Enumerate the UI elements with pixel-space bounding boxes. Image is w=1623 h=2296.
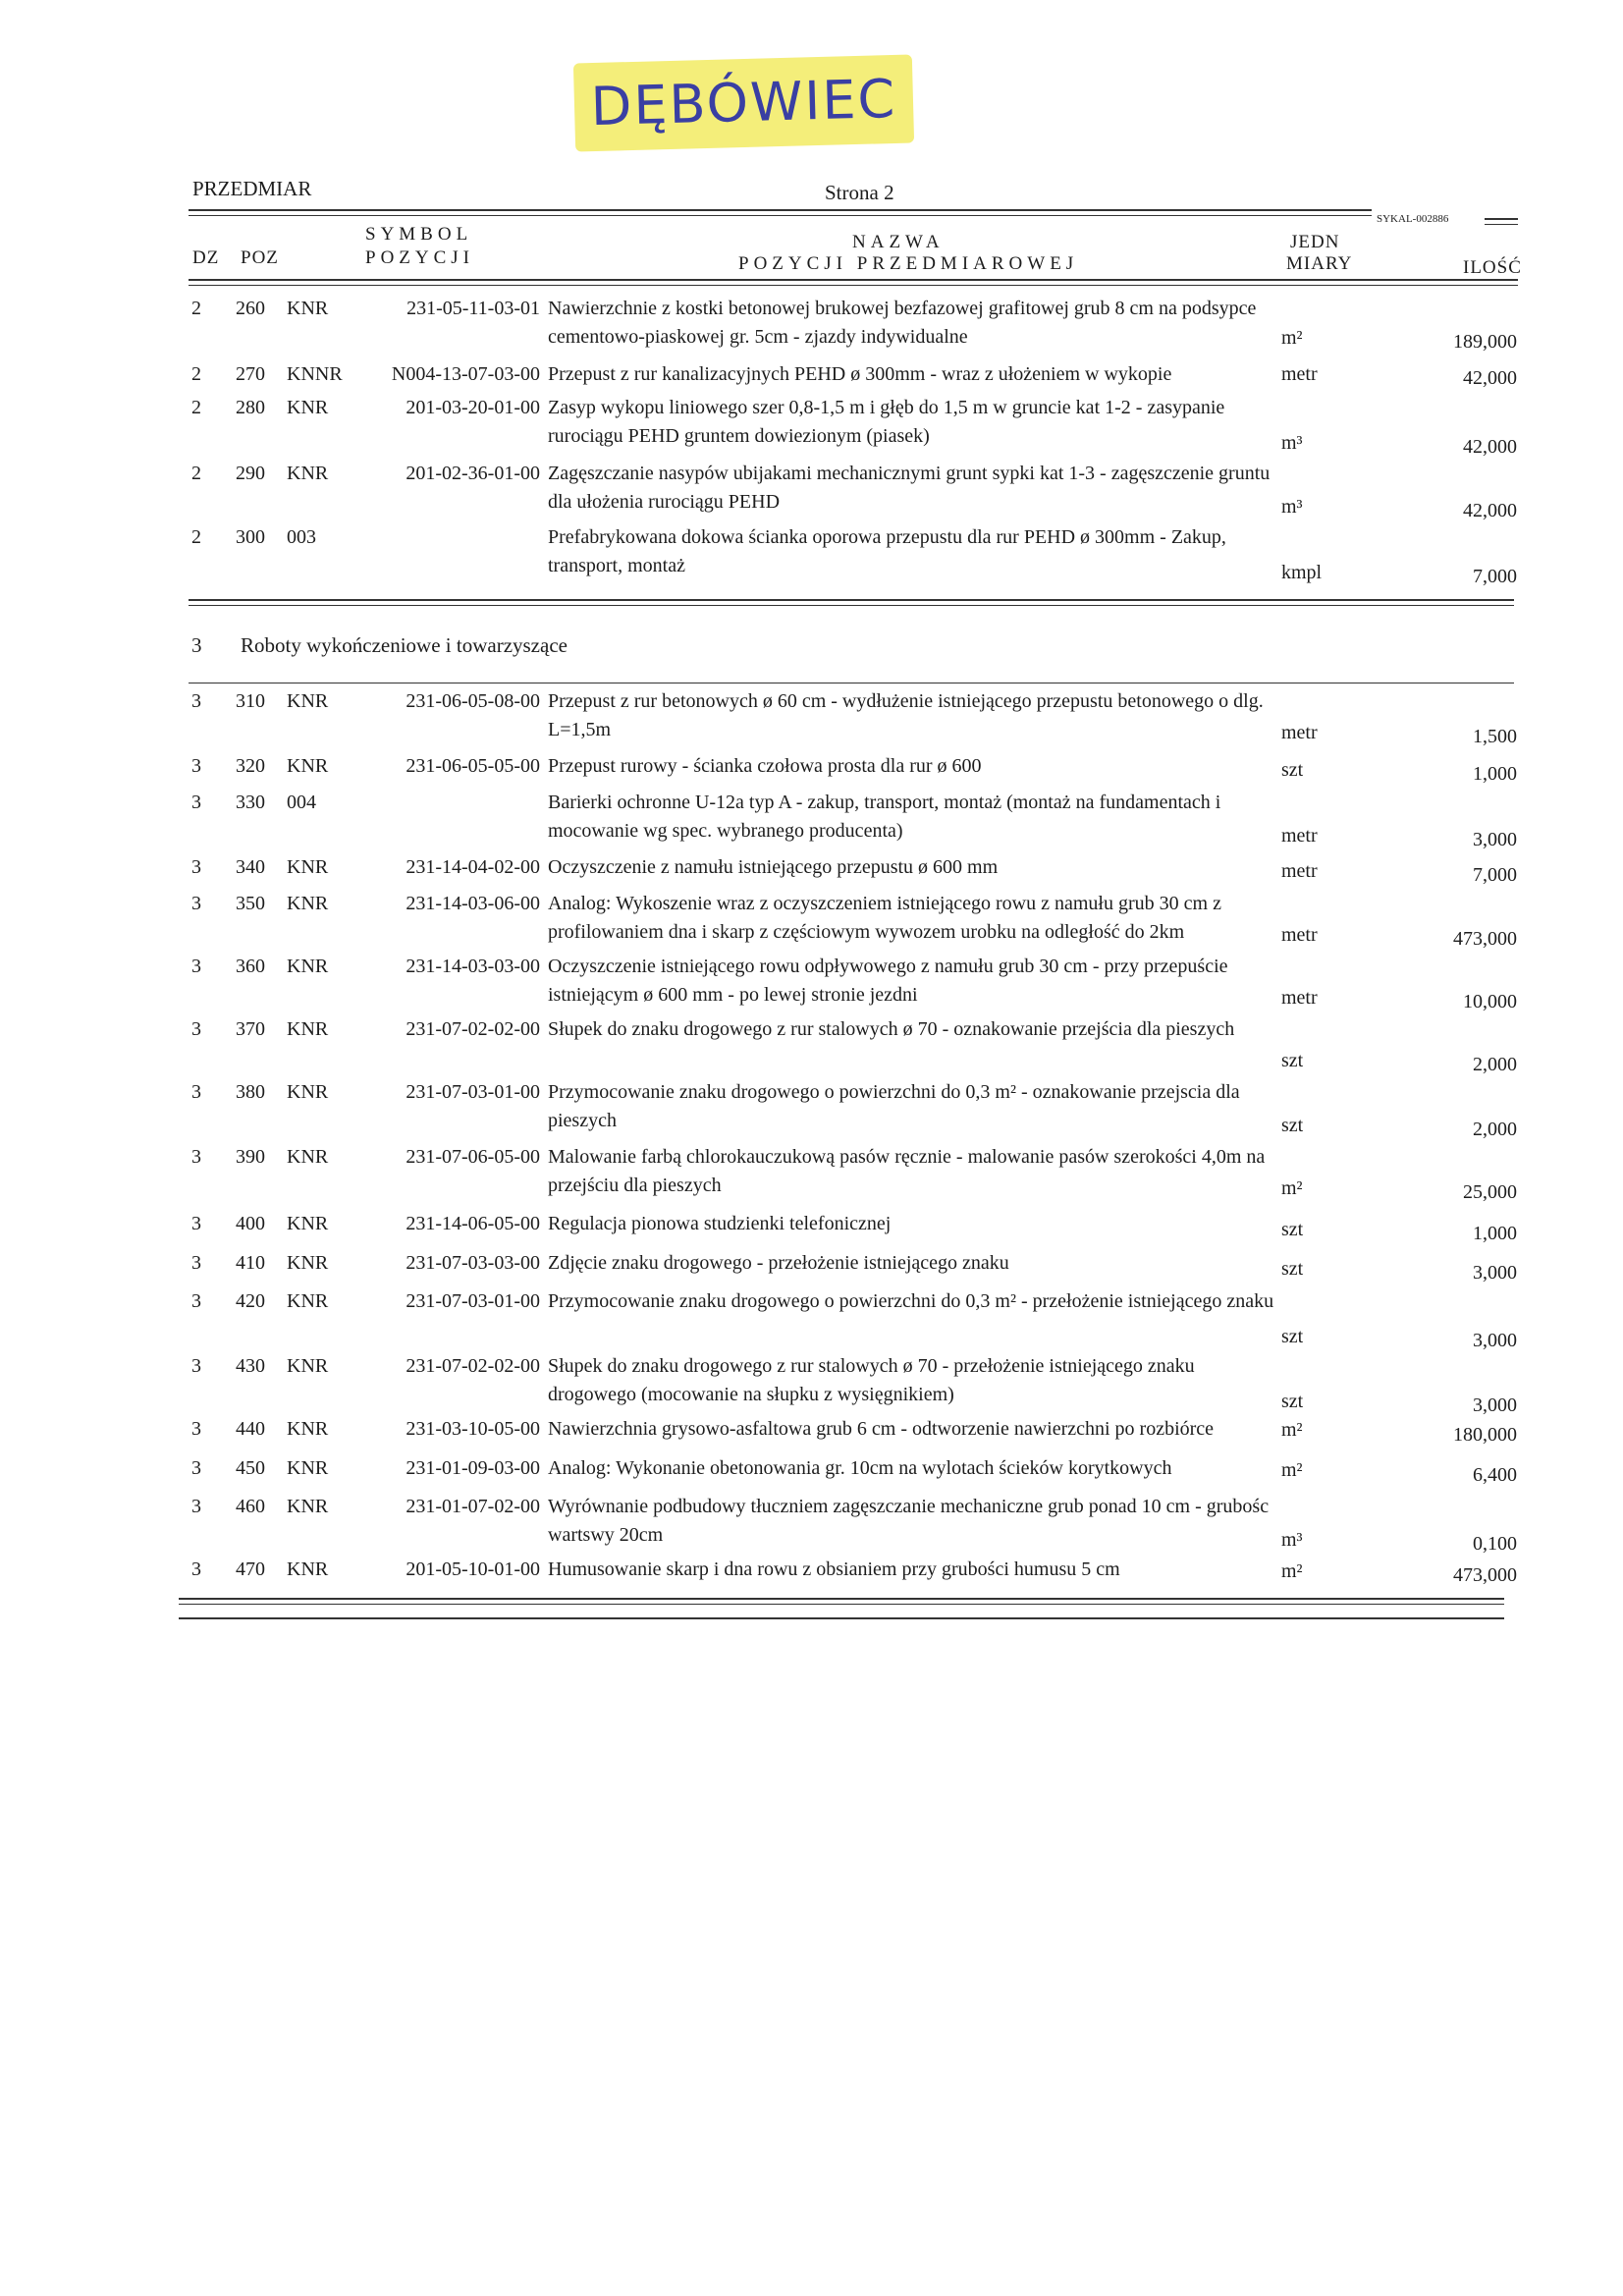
cell-unit: m²	[1281, 327, 1303, 349]
cell-dz: 3	[191, 893, 201, 914]
cell-catalog: KNR	[287, 1290, 329, 1312]
cell-unit: m²	[1281, 1459, 1303, 1481]
cell-dz: 3	[191, 1081, 201, 1103]
cell-symbol: 231-06-05-08-00	[406, 690, 540, 712]
cell-description: Przepust rurowy - ścianka czołowa prosta dla rur ø 600	[548, 755, 982, 777]
cell-quantity: 3,000	[1473, 829, 1517, 850]
cell-dz: 3	[191, 1457, 201, 1479]
cell-catalog: KNR	[287, 463, 329, 484]
header-rule-top	[189, 209, 1372, 211]
cell-catalog: KNR	[287, 397, 329, 418]
cell-symbol: 201-03-20-01-00	[406, 397, 540, 418]
cell-quantity: 2,000	[1473, 1119, 1517, 1140]
cell-symbol: 231-01-07-02-00	[406, 1496, 540, 1517]
cell-symbol: 231-14-04-02-00	[406, 856, 540, 878]
header-rule-bottom-2	[189, 285, 1518, 286]
cell-quantity: 10,000	[1463, 991, 1517, 1012]
section-rule	[189, 599, 1514, 601]
cell-quantity: 3,000	[1473, 1262, 1517, 1284]
cell-dz: 3	[191, 956, 201, 977]
column-header-dz: DZ	[192, 247, 220, 268]
document-title: PRZEDMIAR	[192, 177, 312, 200]
column-header-nazwa: NAZWA	[852, 232, 945, 252]
cell-unit: m³	[1281, 1529, 1303, 1551]
cell-dz: 3	[191, 755, 201, 777]
cell-poz: 400	[236, 1213, 265, 1234]
cell-catalog: KNR	[287, 1418, 329, 1440]
section-rule-2	[189, 605, 1514, 606]
cell-dz: 3	[191, 1252, 201, 1274]
cell-catalog: KNR	[287, 1252, 329, 1274]
cell-dz: 2	[191, 298, 201, 319]
cell-poz: 430	[236, 1355, 265, 1377]
cell-description: Regulacja pionowa studzienki telefonicznej	[548, 1213, 892, 1234]
cell-catalog: KNR	[287, 956, 329, 977]
cell-quantity: 25,000	[1463, 1181, 1517, 1203]
cell-catalog: KNR	[287, 1146, 329, 1168]
cell-symbol: 231-07-02-02-00	[406, 1355, 540, 1377]
column-header-poz: POZ	[241, 247, 279, 268]
cell-quantity: 42,000	[1463, 436, 1517, 458]
cell-unit: metr	[1281, 924, 1318, 946]
cell-quantity: 473,000	[1453, 1564, 1517, 1586]
cell-description: Słupek do znaku drogowego z rur stalowych ø 70 - przełożenie istniejącego znaku drogowego (mocowanie na słupku z wysięgnikiem)	[548, 1355, 1195, 1405]
cell-description: Zasyp wykopu liniowego szer 0,8-1,5 m i głęb do 1,5 m w gruncie kat 1-2 - zasypanie rurociągu PEHD gruntem dowiezionym (piasek)	[548, 397, 1225, 447]
cell-quantity: 1,000	[1473, 763, 1517, 785]
table-rule-bottom	[179, 1598, 1504, 1600]
header-rule-top-2	[189, 215, 1372, 216]
cell-catalog: KNR	[287, 893, 329, 914]
cell-symbol: 231-05-11-03-01	[406, 298, 540, 319]
cell-quantity: 42,000	[1463, 367, 1517, 389]
cell-quantity: 42,000	[1463, 500, 1517, 521]
cell-catalog: KNNR	[287, 363, 343, 385]
cell-unit: m²	[1281, 1560, 1303, 1582]
cell-catalog: KNR	[287, 1081, 329, 1103]
cell-quantity: 2,000	[1473, 1054, 1517, 1075]
cell-quantity: 3,000	[1473, 1330, 1517, 1351]
cell-symbol: 231-14-03-06-00	[406, 893, 540, 914]
cell-quantity: 3,000	[1473, 1394, 1517, 1416]
cell-description: Analog: Wykonanie obetonowania gr. 10cm na wylotach ścieków korytkowych	[548, 1457, 1172, 1479]
cell-quantity: 7,000	[1473, 864, 1517, 886]
document-code: SYKAL-002886	[1377, 213, 1449, 225]
cell-dz: 3	[191, 856, 201, 878]
cell-unit: kmpl	[1281, 562, 1323, 583]
table-rule-bottom-2	[179, 1604, 1504, 1605]
cell-description: Analog: Wykoszenie wraz z oczyszczeniem istniejącego rowu z namułu grub 30 cm z profilowaniem dna i skarp z częściowym wywozem urobku na odległość do 2km	[548, 893, 1221, 943]
cell-quantity: 0,100	[1473, 1533, 1517, 1555]
cell-description: Zdjęcie znaku drogowego - przełożenie istniejącego znaku	[548, 1252, 1009, 1274]
cell-catalog: KNR	[287, 298, 329, 319]
cell-poz: 420	[236, 1290, 265, 1312]
cell-symbol: N004-13-07-03-00	[391, 363, 540, 385]
cell-catalog: KNR	[287, 1355, 329, 1377]
cell-unit: metr	[1281, 987, 1318, 1009]
cell-dz: 2	[191, 397, 201, 418]
cell-description: Przepust z rur betonowych ø 60 cm - wydłużenie istniejącego przepustu betonowego o dlg. L=1,5m	[548, 690, 1264, 740]
cell-dz: 3	[191, 1355, 201, 1377]
cell-dz: 3	[191, 1146, 201, 1168]
cell-poz: 370	[236, 1018, 265, 1040]
cell-quantity: 1,500	[1473, 726, 1517, 747]
cell-quantity: 1,000	[1473, 1223, 1517, 1244]
cell-unit: szt	[1281, 1219, 1304, 1240]
cell-poz: 380	[236, 1081, 265, 1103]
cell-symbol: 231-06-05-05-00	[406, 755, 540, 777]
cell-description: Barierki ochronne U-12a typ A - zakup, transport, montaż (montaż na fundamentach i mocowanie wg spec. wybranego producenta)	[548, 792, 1221, 842]
cell-unit: metr	[1281, 722, 1318, 743]
cell-dz: 3	[191, 1290, 201, 1312]
cell-unit: szt	[1281, 1050, 1304, 1071]
cell-dz: 3	[191, 1213, 201, 1234]
cell-poz: 270	[236, 363, 265, 385]
cell-poz: 360	[236, 956, 265, 977]
cell-poz: 280	[236, 397, 265, 418]
cell-symbol: 231-07-02-02-00	[406, 1018, 540, 1040]
cell-poz: 350	[236, 893, 265, 914]
cell-description: Nawierzchnie z kostki betonowej brukowej bezfazowej grafitowej grub 8 cm na podsypce cementowo-piaskowej gr. 5cm - zjazdy indywidualne	[548, 298, 1257, 348]
cell-symbol: 231-07-03-01-00	[406, 1081, 540, 1103]
cell-catalog: KNR	[287, 1496, 329, 1517]
cell-dz: 3	[191, 1018, 201, 1040]
cell-description: Nawierzchnia grysowo-asfaltowa grub 6 cm - odtworzenie nawierzchni po rozbiórce	[548, 1418, 1215, 1440]
cell-dz: 2	[191, 526, 201, 548]
cell-dz: 3	[191, 1558, 201, 1580]
column-header-jedn: JEDN	[1290, 232, 1340, 252]
cell-poz: 260	[236, 298, 265, 319]
cell-poz: 300	[236, 526, 265, 548]
cell-dz: 3	[191, 1418, 201, 1440]
cell-catalog: KNR	[287, 856, 329, 878]
section-title: Roboty wykończeniowe i towarzyszące	[241, 633, 568, 657]
cell-symbol: 231-07-06-05-00	[406, 1146, 540, 1168]
cell-unit: metr	[1281, 825, 1318, 847]
cell-description: Przymocowanie znaku drogowego o powierzchni do 0,3 m² - przełożenie istniejącego znaku	[548, 1290, 1274, 1312]
cell-unit: m²	[1281, 1419, 1303, 1441]
cell-poz: 390	[236, 1146, 265, 1168]
cell-description: Oczyszczenie istniejącego rowu odpływowego z namułu grub 30 cm - przy przepuście istniejącym ø 600 mm - po lewej stronie jezdni	[548, 956, 1228, 1006]
cell-unit: m²	[1281, 1177, 1303, 1199]
cell-description: Humusowanie skarp i dna rowu z obsianiem przy grubości humusu 5 cm	[548, 1558, 1120, 1580]
cell-poz: 450	[236, 1457, 265, 1479]
cell-quantity: 6,400	[1473, 1464, 1517, 1486]
cell-symbol: 201-05-10-01-00	[406, 1558, 540, 1580]
handwritten-label: DĘBÓWIEC	[573, 54, 914, 151]
column-header-symbol-2: POZYCJI	[365, 247, 475, 268]
cell-poz: 410	[236, 1252, 265, 1274]
cell-quantity: 473,000	[1453, 928, 1517, 950]
page-end-rule	[179, 1617, 1504, 1619]
cell-catalog: 004	[287, 792, 316, 813]
cell-catalog: KNR	[287, 690, 329, 712]
cell-symbol: 231-14-06-05-00	[406, 1213, 540, 1234]
cell-poz: 320	[236, 755, 265, 777]
cell-dz: 2	[191, 363, 201, 385]
page-number: Strona 2	[825, 181, 894, 204]
cell-poz: 310	[236, 690, 265, 712]
cell-poz: 440	[236, 1418, 265, 1440]
cell-quantity: 180,000	[1453, 1424, 1517, 1446]
column-header-nazwa-2: POZYCJI PRZEDMIAROWEJ	[738, 253, 1079, 274]
cell-unit: szt	[1281, 759, 1304, 781]
cell-unit: szt	[1281, 1326, 1304, 1347]
header-rule-right-2	[1485, 224, 1518, 225]
cell-quantity: 7,000	[1473, 566, 1517, 587]
cell-poz: 470	[236, 1558, 265, 1580]
header-rule-bottom	[189, 279, 1518, 281]
cell-poz: 460	[236, 1496, 265, 1517]
cell-dz: 3	[191, 1496, 201, 1517]
cell-catalog: KNR	[287, 1018, 329, 1040]
cell-poz: 340	[236, 856, 265, 878]
cell-description: Oczyszczenie z namułu istniejącego przepustu ø 600 mm	[548, 856, 999, 878]
cell-symbol: 231-07-03-03-00	[406, 1252, 540, 1274]
cell-unit: metr	[1281, 363, 1318, 385]
cell-catalog: 003	[287, 526, 316, 548]
column-header-miary: MIARY	[1286, 253, 1353, 274]
cell-symbol: 231-07-03-01-00	[406, 1290, 540, 1312]
cell-catalog: KNR	[287, 755, 329, 777]
section-number: 3	[191, 633, 202, 657]
column-header-symbol: SYMBOL	[365, 224, 473, 245]
cell-symbol: 231-03-10-05-00	[406, 1418, 540, 1440]
cell-description: Przymocowanie znaku drogowego o powierzchni do 0,3 m² - oznakowanie przejscia dla pieszych	[548, 1081, 1240, 1131]
cell-unit: m³	[1281, 496, 1303, 518]
cell-unit: szt	[1281, 1391, 1304, 1412]
cell-description: Malowanie farbą chlorokauczukową pasów ręcznie - malowanie pasów szerokości 4,0m na przejściu dla pieszych	[548, 1146, 1266, 1196]
header-rule-right	[1485, 218, 1518, 220]
cell-symbol: 231-14-03-03-00	[406, 956, 540, 977]
cell-unit: metr	[1281, 860, 1318, 882]
cell-description: Przepust z rur kanalizacyjnych PEHD ø 300mm - wraz z ułożeniem w wykopie	[548, 363, 1172, 385]
cell-symbol: 201-02-36-01-00	[406, 463, 540, 484]
cell-unit: m³	[1281, 432, 1303, 454]
cell-dz: 2	[191, 463, 201, 484]
cell-catalog: KNR	[287, 1213, 329, 1234]
cell-description: Wyrównanie podbudowy tłuczniem zagęszczanie mechaniczne grub ponad 10 cm - grubośc wartswy 20cm	[548, 1496, 1270, 1546]
cell-description: Słupek do znaku drogowego z rur stalowych ø 70 - oznakowanie przejścia dla pieszych	[548, 1018, 1235, 1040]
cell-poz: 290	[236, 463, 265, 484]
cell-symbol: 231-01-09-03-00	[406, 1457, 540, 1479]
cell-description: Zagęszczanie nasypów ubijakami mechanicznymi grunt sypki kat 1-3 - zagęszczenie gruntu dla ułożenia rurociągu PEHD	[548, 463, 1271, 513]
cell-unit: szt	[1281, 1115, 1304, 1136]
cell-dz: 3	[191, 690, 201, 712]
cell-catalog: KNR	[287, 1457, 329, 1479]
column-header-ilosc: ILOŚĆ	[1463, 257, 1522, 278]
cell-dz: 3	[191, 792, 201, 813]
cell-unit: szt	[1281, 1258, 1304, 1280]
cell-description: Prefabrykowana dokowa ścianka oporowa przepustu dla rur PEHD ø 300mm - Zakup, transport, montaż	[548, 526, 1226, 576]
cell-poz: 330	[236, 792, 265, 813]
cell-quantity: 189,000	[1453, 331, 1517, 353]
cell-catalog: KNR	[287, 1558, 329, 1580]
